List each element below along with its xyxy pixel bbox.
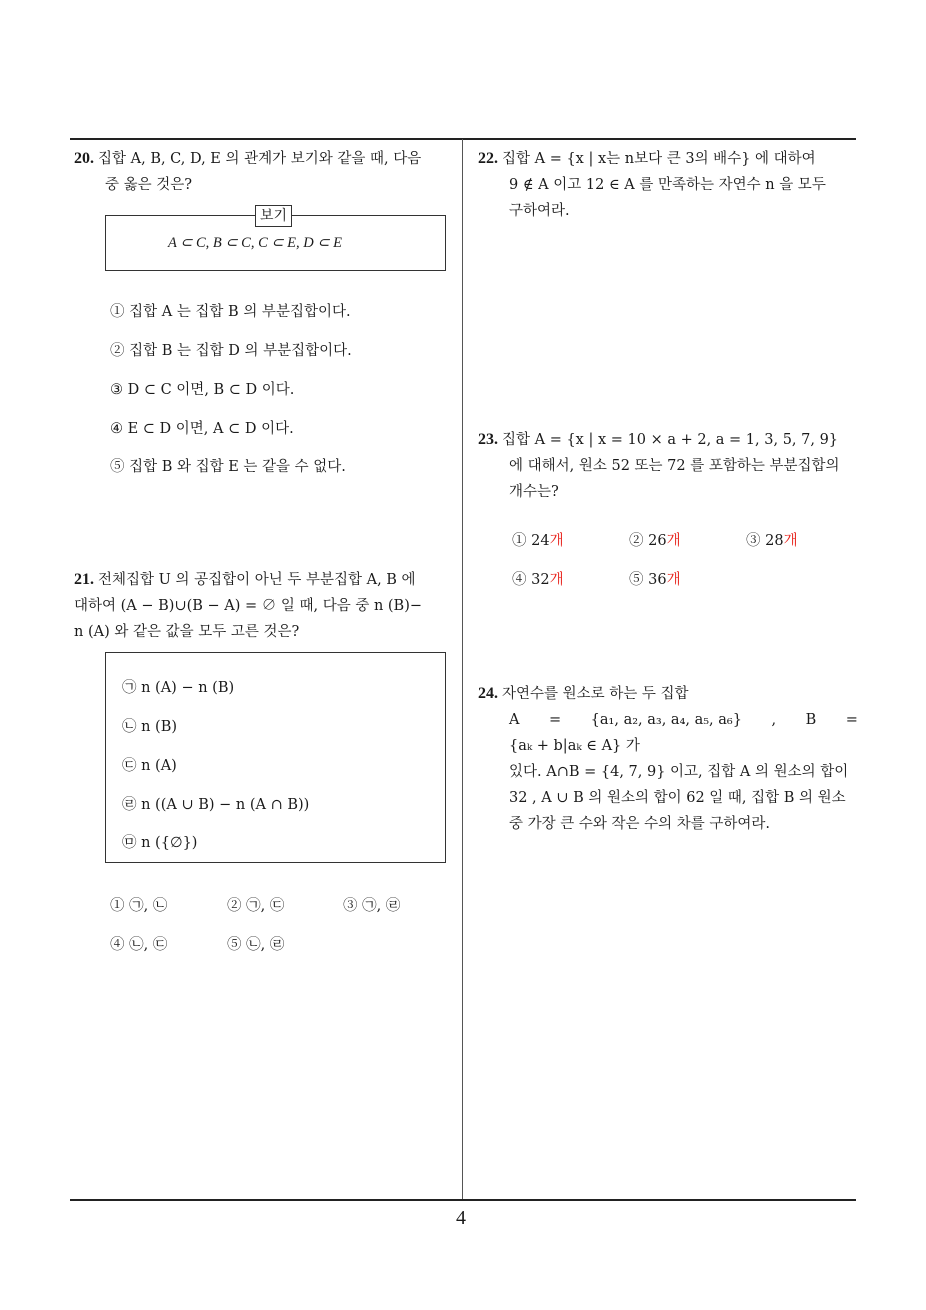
question-text-line: 중 가장 큰 수와 작은 수의 차를 구하여라.	[509, 816, 770, 832]
text-fragment: B	[805, 712, 817, 728]
question-text-line	[478, 707, 858, 733]
question-text-line: 집합 A = {x | x = 10 × a + 2, a = 1, 3, 5, 7, 9}	[502, 432, 839, 448]
option-3[interactable]: ③ ㉠, ㉣	[343, 898, 401, 914]
option-unit: 개	[783, 533, 798, 549]
question-number: 20.	[74, 150, 94, 167]
option-label: ⑤ 36	[629, 572, 667, 588]
option-4[interactable]: ④ E ⊂ D 이면, A ⊂ D 이다.	[110, 421, 294, 437]
option-label: ④ 32	[512, 572, 550, 588]
option-5[interactable]	[629, 570, 681, 590]
box-item: ㉠ n (A) − n (B)	[122, 680, 235, 696]
question-text-line: 구하여라.	[509, 203, 570, 219]
option-label: ③ 28	[746, 533, 784, 549]
question-text-line: 집합 A = {x | x는 n보다 큰 3의 배수} 에 대하여	[502, 151, 816, 167]
box-item: ㉢ n (A)	[122, 758, 177, 774]
question-number: 21.	[74, 571, 94, 588]
question-text-line: 전체집합 U 의 공집합이 아닌 두 부분집합 A, B 에	[98, 572, 416, 588]
text-fragment: A	[509, 712, 520, 728]
top-rule	[70, 138, 856, 140]
text-fragment: =	[845, 712, 858, 728]
option-2[interactable]: ② ㉠, ㉢	[227, 898, 285, 914]
question-23	[478, 427, 858, 505]
question-21	[74, 567, 456, 645]
option-4[interactable]: ④ ㉡, ㉢	[110, 937, 168, 953]
option-unit: 개	[666, 533, 681, 549]
option-4[interactable]	[512, 570, 564, 590]
text-fragment: =	[549, 712, 562, 728]
option-1[interactable]	[512, 531, 564, 551]
option-unit: 개	[666, 572, 681, 588]
question-number: 23.	[478, 431, 498, 448]
option-2[interactable]: ② 집합 B 는 집합 D 의 부분집합이다.	[110, 343, 352, 359]
option-5[interactable]: ⑤ 집합 B 와 집합 E 는 같을 수 없다.	[110, 459, 346, 475]
option-label: ① 24	[512, 533, 550, 549]
option-unit: 개	[549, 572, 564, 588]
question-text-line: 있다. A∩B = {4, 7, 9} 이고, 집합 A 의 원소의 합이	[509, 764, 849, 780]
question-text-line: 집합 A, B, C, D, E 의 관계가 보기와 같을 때, 다음	[98, 151, 422, 167]
box-item: ㉣ n ((A ∪ B) − n (A ∩ B))	[122, 797, 310, 813]
question-text-line: 대하여 (A − B)∪(B − A) = ∅ 일 때, 다음 중 n (B)−	[74, 598, 423, 614]
question-text-line: 자연수를 원소로 하는 두 집합	[502, 686, 689, 702]
bogi-title: 보기	[255, 205, 292, 227]
question-text-line: {aₖ + b|aₖ ∈ A} 가	[509, 738, 640, 754]
question-24	[478, 681, 858, 837]
option-1[interactable]: ① ㉠, ㉡	[110, 898, 168, 914]
page-number: 4	[456, 1207, 466, 1229]
question-text-line: 에 대해서, 원소 52 또는 72 를 포함하는 부분집합의	[509, 458, 840, 474]
bogi-content: A ⊂ C, B ⊂ C, C ⊂ E, D ⊂ E	[168, 235, 342, 251]
question-number: 24.	[478, 685, 498, 702]
text-fragment: ,	[771, 712, 777, 728]
box-item: ㉤ n ({∅})	[122, 835, 198, 851]
column-divider	[462, 139, 463, 1201]
option-label: ② 26	[629, 533, 667, 549]
option-1[interactable]: ① 집합 A 는 집합 B 의 부분집합이다.	[110, 304, 351, 320]
text-fragment: {a₁, a₂, a₃, a₄, a₅, a₆}	[590, 712, 742, 728]
option-3[interactable]: ③ D ⊂ C 이면, B ⊂ D 이다.	[110, 382, 295, 398]
question-text-line: 중 옳은 것은?	[105, 177, 193, 193]
bottom-rule	[70, 1199, 856, 1201]
option-5[interactable]: ⑤ ㉡, ㉣	[227, 937, 285, 953]
question-text-line: 32 , A ∪ B 의 원소의 합이 62 일 때, 집합 B 의 원소	[509, 790, 846, 806]
question-text-line: 9 ∉ A 이고 12 ∈ A 를 만족하는 자연수 n 을 모두	[509, 177, 826, 193]
option-3[interactable]	[746, 531, 798, 551]
question-text-line: 개수는?	[509, 484, 559, 500]
question-number: 22.	[478, 150, 498, 167]
box-item: ㉡ n (B)	[122, 719, 178, 735]
question-20	[74, 146, 456, 198]
question-22	[478, 146, 858, 224]
question-text-line: n (A) 와 같은 값을 모두 고른 것은?	[74, 624, 300, 640]
option-unit: 개	[549, 533, 564, 549]
option-2[interactable]	[629, 531, 681, 551]
